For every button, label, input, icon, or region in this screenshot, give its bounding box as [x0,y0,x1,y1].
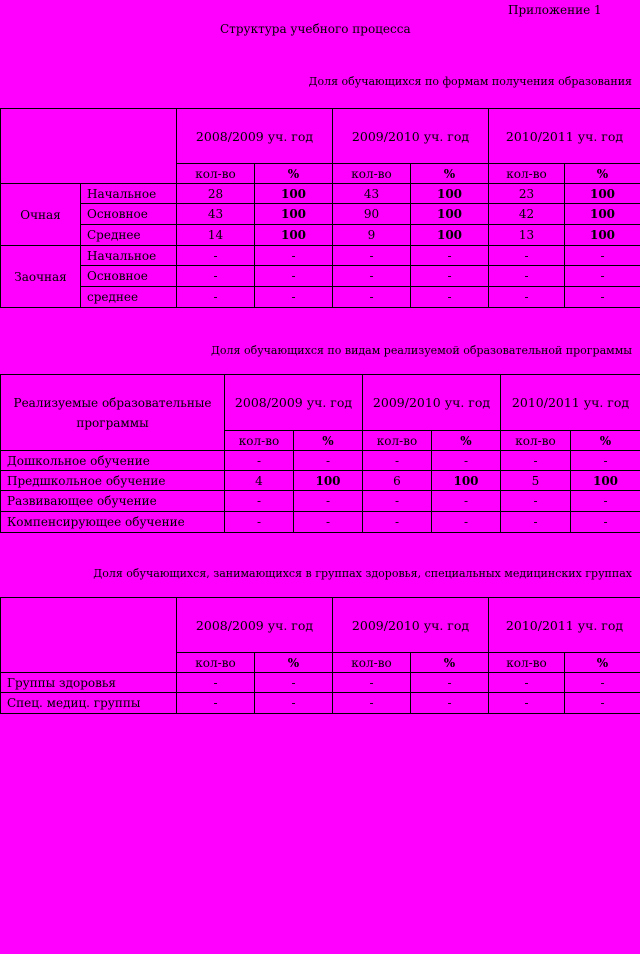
count-header: кол-во [363,431,432,451]
percent-cell: 100 [411,184,489,204]
year-header: 2010/2011 уч. год [489,598,640,653]
count-cell: 13 [489,225,565,246]
page-title: Структура учебного процесса [220,22,411,36]
count-cell: 23 [489,184,565,204]
percent-header: % [255,164,333,184]
percent-cell: - [571,451,640,471]
count-cell: - [177,693,255,714]
count-cell: 28 [177,184,255,204]
year-header: 2009/2010 уч. год [363,375,501,431]
percent-cell: - [432,451,501,471]
percent-cell: - [432,512,501,533]
count-cell: - [489,693,565,714]
percent-cell: - [411,287,489,308]
year-header: 2009/2010 уч. год [333,598,489,653]
percent-cell: - [411,246,489,266]
percent-cell: 100 [565,204,640,225]
percent-cell: - [294,491,363,512]
table-row [1,204,640,225]
year-header: 2010/2011 уч. год [489,109,640,164]
table2-caption: Доля обучающихся по видам реализуемой образовательной программы [210,344,632,357]
percent-cell: - [411,693,489,714]
count-header: кол-во [333,653,411,673]
percent-header: % [411,653,489,673]
percent-cell: - [571,512,640,533]
percent-cell: - [411,673,489,693]
percent-header: % [565,164,640,184]
percent-cell: - [255,673,333,693]
level-label: Начальное [81,246,177,266]
percent-cell: 100 [411,204,489,225]
percent-cell: - [565,246,640,266]
program-type-table [0,374,640,533]
count-cell: - [333,266,411,287]
table1-corner-cell [1,109,177,184]
year-header: 2009/2010 уч. год [333,109,489,164]
count-header: кол-во [489,164,565,184]
programs-header: Реализуемые образовательные программы [1,375,225,451]
percent-cell: - [432,491,501,512]
table-row [1,673,640,693]
count-cell: - [489,287,565,308]
level-label: Основное [81,266,177,287]
count-cell: 43 [177,204,255,225]
count-cell: - [363,451,432,471]
health-group-label: Группы здоровья [1,673,177,693]
percent-cell: - [565,673,640,693]
table-row [1,287,640,308]
group-label: Заочная [1,246,81,308]
percent-cell: 100 [294,471,363,491]
percent-cell: 100 [571,471,640,491]
level-label: Основное [81,204,177,225]
percent-cell: 100 [255,225,333,246]
percent-header: % [294,431,363,451]
percent-header: % [432,431,501,451]
count-cell: - [501,512,571,533]
year-header: 2010/2011 уч. год [501,375,640,431]
count-cell: - [501,451,571,471]
level-label: Среднее [81,225,177,246]
count-cell: - [177,266,255,287]
percent-cell: - [255,693,333,714]
count-cell: - [333,287,411,308]
percent-cell: - [411,266,489,287]
program-label: Дошкольное обучение [1,451,225,471]
count-cell: - [177,673,255,693]
count-cell: 5 [501,471,571,491]
percent-header: % [255,653,333,673]
table3-corner-cell [1,598,177,673]
count-cell: - [363,512,432,533]
percent-header: % [565,653,640,673]
health-group-label: Спец. медиц. группы [1,693,177,714]
level-label: Начальное [81,184,177,204]
percent-cell: - [565,287,640,308]
count-header: кол-во [333,164,411,184]
count-cell: - [225,512,294,533]
percent-cell: 100 [411,225,489,246]
count-cell: 14 [177,225,255,246]
count-cell: 6 [363,471,432,491]
percent-cell: - [294,451,363,471]
count-cell: - [225,451,294,471]
percent-cell: 100 [255,184,333,204]
count-cell: - [177,246,255,266]
percent-cell: - [294,512,363,533]
count-cell: - [363,491,432,512]
table-row [1,184,640,204]
year-header: 2008/2009 уч. год [177,598,333,653]
health-groups-table [0,597,640,714]
table1-caption: Доля обучающихся по формам получения образования [308,75,632,88]
percent-cell: 100 [565,184,640,204]
count-header: кол-во [177,164,255,184]
count-cell: - [177,287,255,308]
table-row [1,491,640,512]
table-row [1,246,640,266]
count-cell: - [333,673,411,693]
count-cell: - [333,693,411,714]
percent-cell: 100 [565,225,640,246]
percent-cell: - [565,266,640,287]
table3-caption: Доля обучающихся, занимающихся в группах здоровья, специальных медицинских группах [93,567,632,580]
percent-header: % [571,431,640,451]
table-row [1,451,640,471]
education-form-table [0,108,640,308]
year-header: 2008/2009 уч. год [177,109,333,164]
count-cell: 43 [333,184,411,204]
program-label: Развивающее обучение [1,491,225,512]
count-cell: - [333,246,411,266]
table-row [1,225,640,246]
program-label: Компенсирующее обучение [1,512,225,533]
percent-header: % [411,164,489,184]
percent-cell: 100 [255,204,333,225]
percent-cell: 100 [432,471,501,491]
percent-cell: - [255,287,333,308]
count-header: кол-во [489,653,565,673]
table-row [1,471,640,491]
year-header: 2008/2009 уч. год [225,375,363,431]
count-cell: - [225,491,294,512]
count-header: кол-во [225,431,294,451]
count-cell: - [489,246,565,266]
count-cell: 90 [333,204,411,225]
count-cell: 4 [225,471,294,491]
percent-cell: - [571,491,640,512]
count-header: кол-во [501,431,571,451]
group-label: Очная [1,184,81,246]
count-cell: - [501,491,571,512]
count-cell: 42 [489,204,565,225]
percent-cell: - [565,693,640,714]
appendix-label: Приложение 1 [508,3,602,17]
level-label: среднее [81,287,177,308]
percent-cell: - [255,246,333,266]
table-row [1,512,640,533]
percent-cell: - [255,266,333,287]
count-cell: - [489,673,565,693]
table-row [1,693,640,714]
count-header: кол-во [177,653,255,673]
count-cell: 9 [333,225,411,246]
table-row [1,266,640,287]
program-label: Предшкольное обучение [1,471,225,491]
count-cell: - [489,266,565,287]
